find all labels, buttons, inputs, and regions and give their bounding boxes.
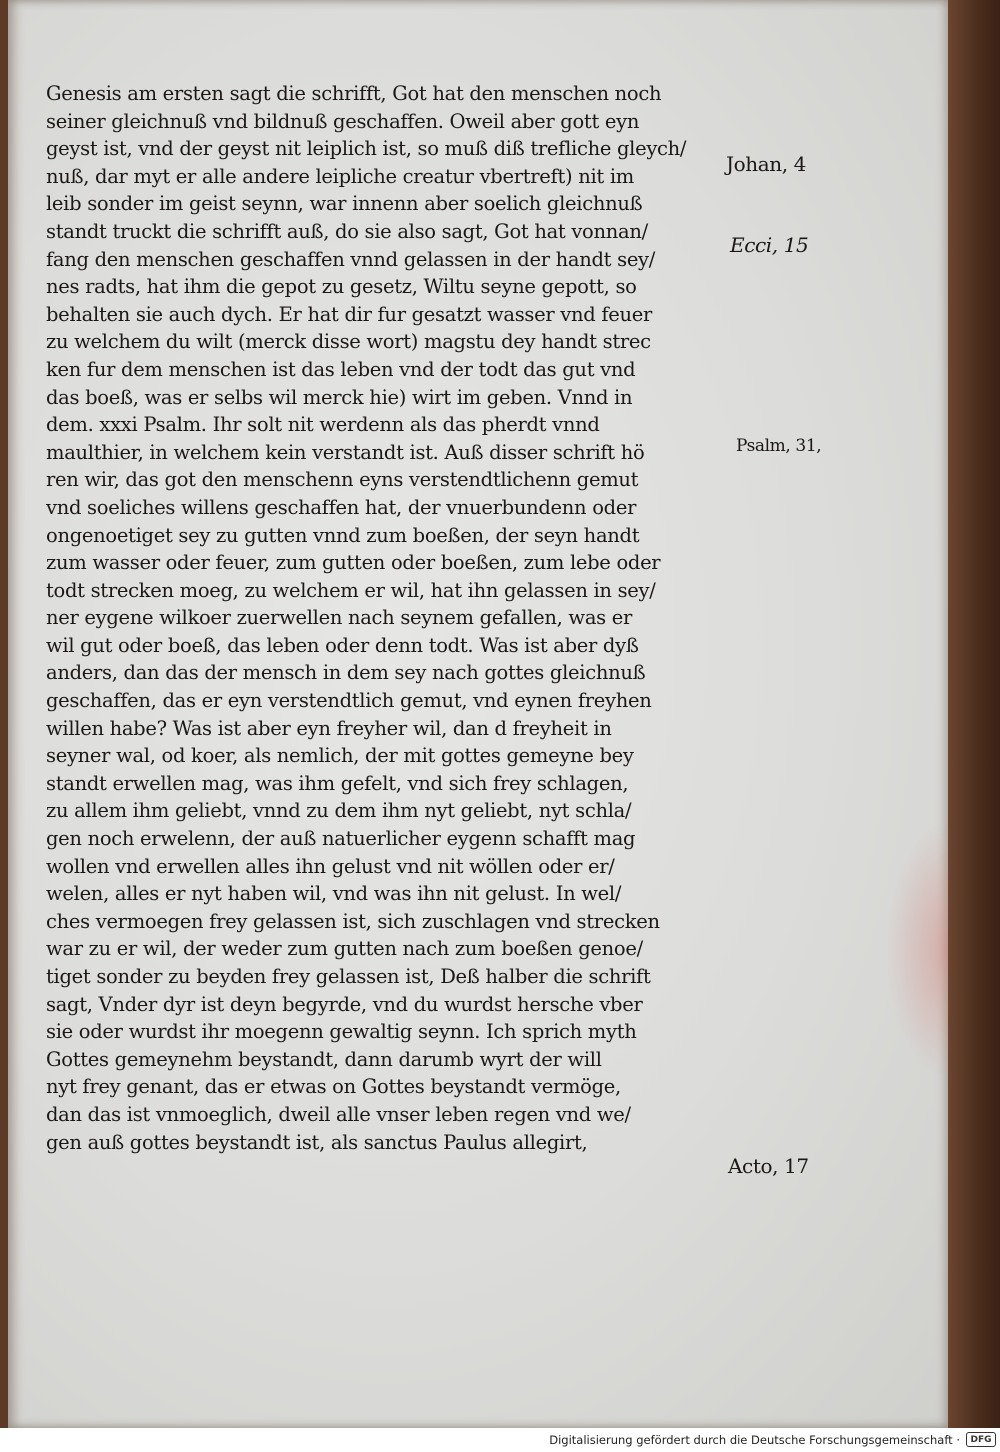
- body-text: [46, 80, 726, 1156]
- text-line: vnd soeliches willens geschaffen hat, der vnuerbundenn oder: [46, 495, 637, 519]
- marginal-note-eccl: Ecci, 15: [730, 233, 809, 257]
- text-line: seiner gleichnuß vnd bildnuß geschaffen. Oweil aber gott eyn: [46, 109, 640, 133]
- text-line: tiget sonder zu beyden frey gelassen ist, Deß halber die schrift: [46, 965, 651, 988]
- marginal-note-acto: Acto, 17: [728, 1154, 809, 1178]
- text-line: todt strecken moeg, zu welchem er wil, hat ihn gelassen in sey/: [46, 578, 656, 602]
- text-line: fang den menschen geschaffen vnnd gelassen in der handt sey/: [46, 247, 656, 271]
- page-stain: [886, 820, 956, 1080]
- marginal-note-johan: Johan, 4: [726, 152, 806, 176]
- text-line: welen, alles er nyt haben wil, vnd was ihn nit gelust. In wel/: [46, 882, 622, 906]
- text-line: maulthier, in welchem kein verstandt ist. Auß disser schrift hö: [46, 440, 645, 464]
- text-line: war zu er wil, der weder zum gutten nach zum boeßen genoe/: [46, 937, 643, 961]
- text-line: behalten sie auch dych. Er hat dir fur gesatzt wasser vnd feuer: [46, 302, 653, 326]
- text-line: nes radts, hat ihm die gepot zu gesetz, Wiltu seyne gepott, so: [46, 275, 637, 299]
- text-line: sie oder wurdst ihr moegenn gewaltig seynn. Ich sprich myth: [46, 1020, 637, 1044]
- text-line: wollen vnd erwellen alles ihn gelust vnd nit wöllen oder er/: [46, 854, 615, 878]
- text-line: das boeß, was er selbs wil merck hie) wirt im geben. Vnnd in: [46, 385, 633, 409]
- text-line: nyt frey genant, das er etwas on Gottes beystandt vermöge,: [46, 1075, 621, 1099]
- text-line: sagt, Vnder dyr ist deyn begyrde, vnd du wurdst hersche vber: [46, 992, 643, 1016]
- dfg-logo: DFG: [966, 1432, 996, 1447]
- funding-credit: Digitalisierung gefördert durch die Deutsche Forschungsgemeinschaft ·: [549, 1433, 960, 1447]
- book-page: [8, 0, 948, 1428]
- text-line: nuß, dar myt er alle andere leipliche creatur vbertreft) nit im: [46, 164, 634, 188]
- text-line: willen habe? Was ist aber eyn freyher wil, dan d freyheit in: [46, 716, 612, 740]
- marginal-note-psalm: Psalm, 31,: [736, 436, 822, 456]
- text-line: zu allem ihm geliebt, vnnd zu dem ihm nyt geliebt, nyt schla/: [46, 799, 632, 823]
- text-line: wil gut oder boeß, das leben oder denn todt. Was ist aber dyß: [46, 633, 639, 657]
- text-line: geyst ist, vnd der geyst nit leiplich ist, so muß diß trefliche gleych/: [46, 137, 687, 161]
- scan-border: [948, 0, 1000, 1428]
- text-line: ner eygene wilkoer zuerwellen nach seynem gefallen, was er: [46, 606, 633, 630]
- text-line: standt erwellen mag, was ihm gefelt, vnd sich frey schlagen,: [46, 771, 629, 795]
- text-line: standt truckt die schrifft auß, do sie also sagt, Got hat vonnan/: [46, 219, 648, 243]
- text-line: dem. xxxi Psalm. Ihr solt nit werdenn als das pherdt vnnd: [46, 413, 600, 437]
- text-line: anders, dan das der mensch in dem sey nach gottes gleichnuß: [46, 661, 646, 685]
- text-line: ongenoetiget sey zu gutten vnnd zum boeßen, der seyn handt: [46, 523, 640, 547]
- text-line: gen auß gottes beystandt ist, als sanctus Paulus allegirt,: [46, 1130, 588, 1154]
- text-line: zu welchem du wilt (merck disse wort) magstu dey handt strec: [46, 330, 651, 354]
- text-line: Genesis am ersten sagt die schrifft, Got hat den menschen noch: [46, 82, 662, 105]
- text-line: dan das ist vnmoeglich, dweil alle vnser leben regen vnd we/: [46, 1102, 631, 1126]
- text-line: zum wasser oder feuer, zum gutten oder boeßen, zum lebe oder: [46, 551, 661, 575]
- text-line: ches vermoegen frey gelassen ist, sich zuschlagen vnd strecken: [46, 909, 660, 933]
- text-line: leib sonder im geist seynn, war innenn aber soelich gleichnuß: [46, 192, 643, 216]
- footer-bar: [0, 1428, 1000, 1452]
- text-line: seyner wal, od koer, als nemlich, der mit gottes gemeyne bey: [46, 744, 634, 768]
- text-line: geschaffen, das er eyn verstendtlich gemut, vnd eynen freyhen: [46, 689, 652, 713]
- text-line: ken fur dem menschen ist das leben vnd der todt das gut vnd: [46, 357, 636, 381]
- text-line: gen noch erwelenn, der auß natuerlicher eygenn schafft mag: [46, 827, 636, 851]
- text-line: Gottes gemeynehm beystandt, dann darumb wyrt der will: [46, 1047, 602, 1071]
- text-line: ren wir, das got den menschenn eyns verstendtlichenn gemut: [46, 468, 639, 492]
